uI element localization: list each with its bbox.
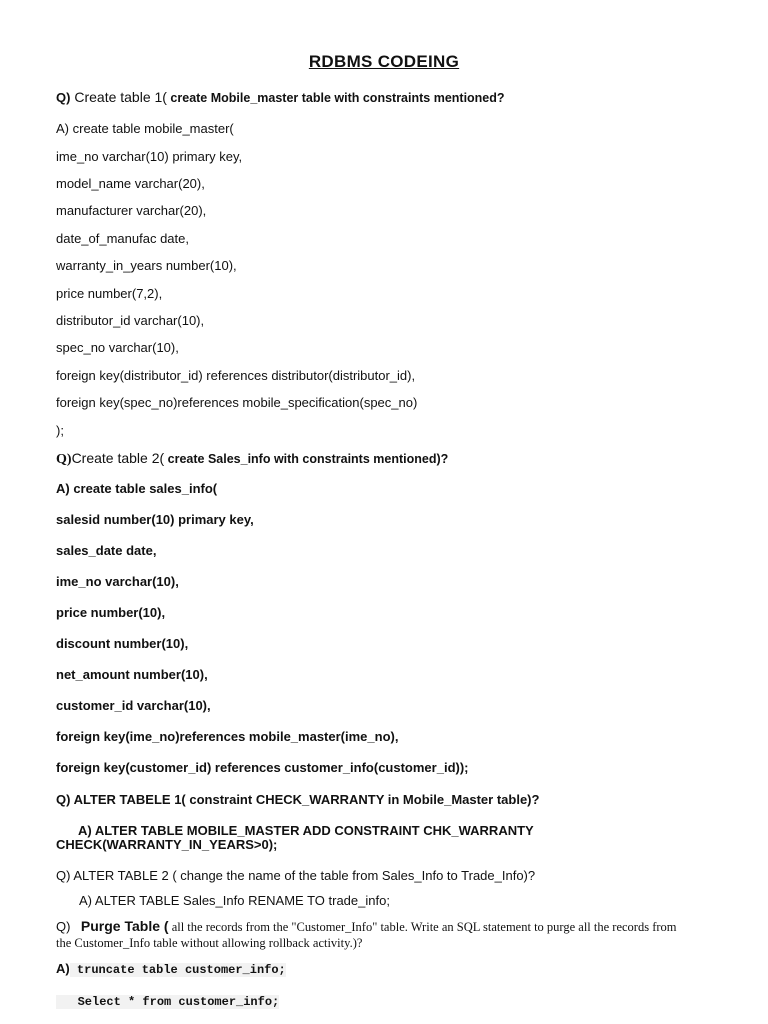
code-line: salesid number(10) primary key,: [56, 512, 254, 527]
question-prefix: Q): [56, 452, 72, 467]
question-text: create Mobile_master table with constraints mentioned?: [166, 91, 505, 105]
question-1: [56, 89, 505, 107]
question-lead: Purge Table (: [80, 918, 169, 934]
question-prefix: Q): [56, 90, 71, 105]
question-prefix: Q): [56, 919, 71, 934]
question-lead: Create table 2(: [71, 450, 165, 466]
page-title: RDBMS CODEING: [308, 52, 460, 71]
question-lead: Create table 1(: [70, 89, 167, 105]
code-line: );: [56, 423, 64, 438]
question-5: [56, 918, 677, 936]
code-line: date_of_manufac date,: [56, 231, 189, 246]
code-line: ime_no varchar(10) primary key,: [56, 149, 243, 164]
code-line: foreign key(ime_no)references mobile_master(ime_no),: [56, 729, 399, 744]
code-line: A) create table mobile_master(: [56, 121, 234, 136]
answer-prefix: A): [56, 961, 70, 976]
code-line: sales_date date,: [56, 543, 157, 558]
code-snippet: Select * from customer_info;: [56, 995, 280, 1009]
code-line: net_amount number(10),: [56, 667, 208, 682]
question-4: Q) ALTER TABLE 2 ( change the name of the table from Sales_Info to Trade_Info)?: [56, 868, 536, 883]
code-line: discount number(10),: [56, 636, 189, 651]
code-line: manufacturer varchar(20),: [56, 203, 207, 218]
code-snippet: truncate table customer_info;: [69, 963, 286, 977]
code-line: foreign key(spec_no)references mobile_specification(spec_no): [56, 395, 418, 410]
answer-4: A) ALTER TABLE Sales_Info RENAME TO trade_info;: [79, 893, 390, 908]
question-3: Q) ALTER TABELE 1( constraint CHECK_WARRANTY in Mobile_Master table)?: [56, 792, 540, 807]
answer-3-line-1: A) ALTER TABLE MOBILE_MASTER ADD CONSTRAINT CHK_WARRANTY: [78, 823, 534, 838]
answer-5: [56, 960, 286, 978]
answer-3-line-2: CHECK(WARRANTY_IN_YEARS>0);: [56, 837, 278, 852]
code-line: foreign key(distributor_id) references distributor(distributor_id),: [56, 368, 416, 383]
code-line: warranty_in_years number(10),: [56, 258, 237, 273]
code-line: customer_id varchar(10),: [56, 698, 211, 713]
question-text: create Sales_info with constraints mentioned)?: [164, 452, 449, 466]
code-line: ime_no varchar(10),: [56, 574, 179, 589]
question-2: [56, 450, 448, 468]
question-text-line-2: the Customer_Info table without allowing rollback activity.)?: [56, 936, 363, 950]
question-text-line-1: all the records from the "Customer_Info" table. Write an SQL statement to purge all the records from: [168, 920, 677, 934]
code-line: price number(7,2),: [56, 286, 163, 301]
code-line: model_name varchar(20),: [56, 176, 205, 191]
code-line: distributor_id varchar(10),: [56, 313, 205, 328]
code-line: price number(10),: [56, 605, 166, 620]
code-line-select: [56, 992, 279, 1010]
code-line: foreign key(customer_id) references customer_info(customer_id));: [56, 760, 469, 775]
code-line: spec_no varchar(10),: [56, 340, 179, 355]
code-line: A) create table sales_info(: [56, 481, 218, 496]
